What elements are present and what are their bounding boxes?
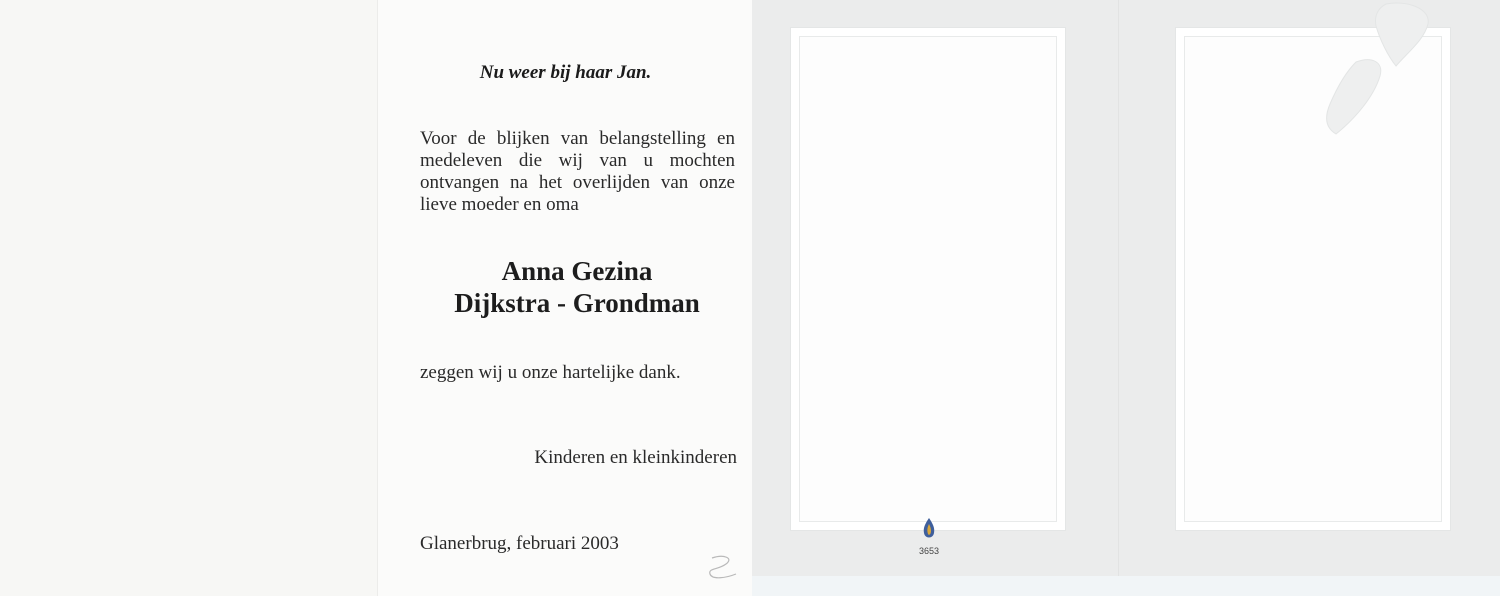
motto: Nu weer bij haar Jan. bbox=[479, 62, 652, 83]
scan-margin bbox=[752, 576, 1500, 596]
deceased-first-names: Anna Gezina bbox=[501, 256, 653, 286]
embossed-dove-icon bbox=[1296, 0, 1446, 150]
print-code: 3653 bbox=[918, 546, 940, 556]
left-panel-bleedthrough bbox=[0, 0, 377, 596]
printer-logo-icon bbox=[919, 516, 939, 544]
intro-text: Voor de blijken van belangstelling en medeleven die wij van u mochten ontvangen na het overlijden van onze lieve moeder en oma bbox=[420, 128, 735, 215]
thanks-text: zeggen wij u onze hartelijke dank. bbox=[420, 362, 681, 383]
signoff: Kinderen en kleinkinderen bbox=[534, 447, 737, 468]
card-text-panel bbox=[377, 0, 753, 596]
pencil-mark-icon bbox=[704, 548, 740, 584]
fold-line bbox=[1118, 0, 1119, 576]
ghost-text bbox=[25, 130, 29, 152]
place-date: Glanerbrug, februari 2003 bbox=[420, 533, 619, 554]
embossed-frame-left bbox=[790, 27, 1066, 531]
frame-inner-left bbox=[799, 36, 1057, 522]
deceased-surname: Dijkstra - Grondman bbox=[454, 288, 700, 318]
